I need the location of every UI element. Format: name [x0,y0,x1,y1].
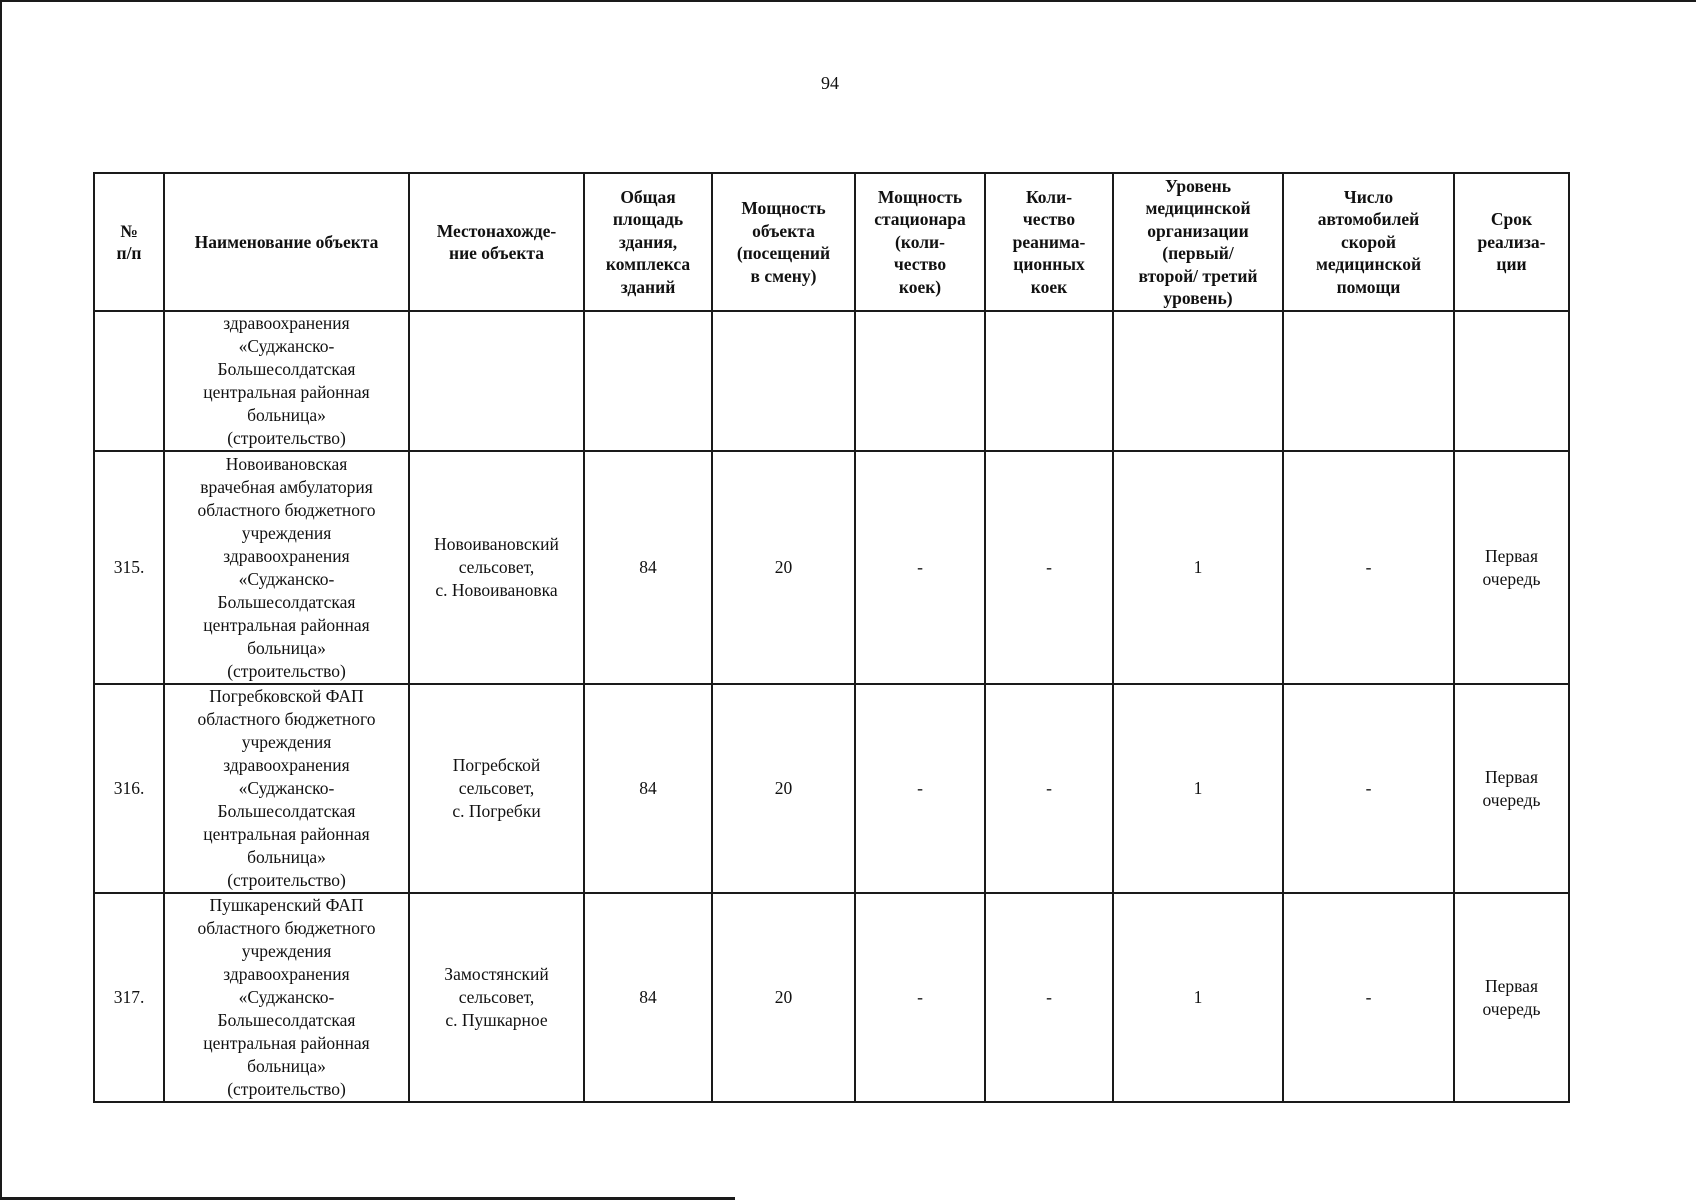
scan-edge-top [0,0,1696,2]
objects-table [93,172,1570,1103]
table-row [94,684,1569,893]
table-row [94,311,1569,451]
cell-area [584,311,712,451]
cell-icu: - [985,684,1113,893]
header-inpatient: Мощность стационара (коли- чество коек) [855,173,985,311]
cell-name: Пушкаренский ФАП областного бюджетного учреждения здравоохранения «Суджанско- Большесолдатская центральная районная больница» (строительство) [164,893,409,1102]
cell-num: 316. [94,684,164,893]
cell-num [94,311,164,451]
header-term: Срок реализа- ции [1454,173,1569,311]
cell-area: 84 [584,893,712,1102]
cell-location: Замостянский сельсовет, с. Пушкарное [409,893,584,1102]
header-ambulances: Число автомобилей скорой медицинской помощи [1283,173,1454,311]
cell-ambulances: - [1283,684,1454,893]
cell-name: Новоивановская врачебная амбулатория областного бюджетного учреждения здравоохранения «Суджанско- Большесолдатская центральная районная больница» (строительство) [164,451,409,684]
header-num: № п/п [94,173,164,311]
cell-ambulances [1283,311,1454,451]
cell-name: здравоохранения «Суджанско- Большесолдатская центральная районная больница» (строительство) [164,311,409,451]
cell-level: 1 [1113,893,1283,1102]
table-row [94,893,1569,1102]
cell-num: 317. [94,893,164,1102]
table-header [94,173,1569,311]
cell-inpatient: - [855,893,985,1102]
cell-level [1113,311,1283,451]
header-level: Уровень медицинской организации (первый/ второй/ третий уровень) [1113,173,1283,311]
cell-area: 84 [584,451,712,684]
scan-edge-left [0,0,2,1200]
cell-term [1454,311,1569,451]
cell-icu: - [985,451,1113,684]
cell-num: 315. [94,451,164,684]
cell-ambulances: - [1283,451,1454,684]
cell-level: 1 [1113,684,1283,893]
header-row [94,173,1569,311]
cell-capacity: 20 [712,451,855,684]
cell-inpatient [855,311,985,451]
cell-ambulances: - [1283,893,1454,1102]
header-icu: Коли- чество реанима- ционных коек [985,173,1113,311]
cell-icu: - [985,893,1113,1102]
header-name: Наименование объекта [164,173,409,311]
header-area: Общая площадь здания, комплекса зданий [584,173,712,311]
cell-capacity: 20 [712,893,855,1102]
table-row [94,451,1569,684]
cell-location: Новоивановский сельсовет, с. Новоивановка [409,451,584,684]
cell-inpatient: - [855,684,985,893]
cell-location: Погребской сельсовет, с. Погребки [409,684,584,893]
cell-term: Первая очередь [1454,451,1569,684]
header-capacity: Мощность объекта (посещений в смену) [712,173,855,311]
cell-capacity: 20 [712,684,855,893]
cell-term: Первая очередь [1454,684,1569,893]
cell-location [409,311,584,451]
cell-inpatient: - [855,451,985,684]
cell-capacity [712,311,855,451]
cell-area: 84 [584,684,712,893]
cell-icu [985,311,1113,451]
table-body [94,311,1569,1102]
cell-term: Первая очередь [1454,893,1569,1102]
page-number: 94 [821,73,839,93]
cell-level: 1 [1113,451,1283,684]
cell-name: Погребковской ФАП областного бюджетного учреждения здравоохранения «Суджанско- Большесолдатская центральная районная больница» (строительство) [164,684,409,893]
header-location: Местонахожде- ние объекта [409,173,584,311]
